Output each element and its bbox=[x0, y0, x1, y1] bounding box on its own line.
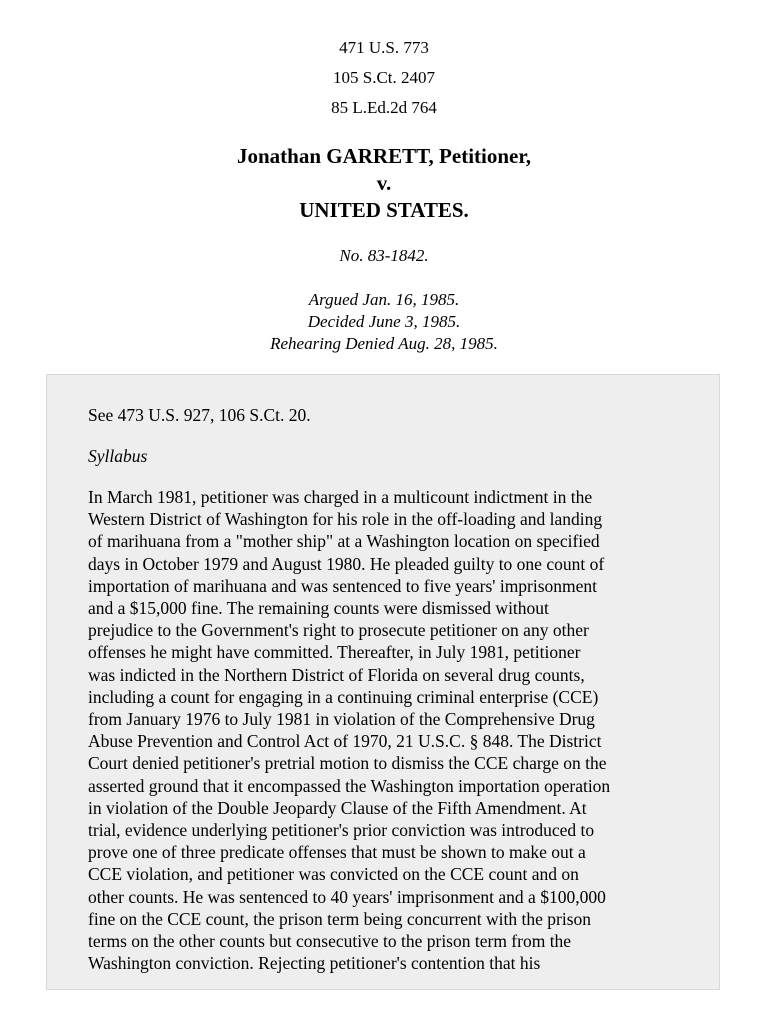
syllabus-line: of marihuana from a "mother ship" at a Washington location on specified bbox=[88, 531, 600, 552]
citation-led: 85 L.Ed.2d 764 bbox=[331, 98, 437, 117]
syllabus-line: and a $15,000 fine. The remaining counts were dismissed without bbox=[88, 598, 549, 619]
docket-number: No. 83-1842. bbox=[339, 246, 429, 265]
argued-date: Argued Jan. 16, 1985. bbox=[308, 290, 460, 309]
decided-date: Decided June 3, 1985. bbox=[307, 312, 461, 331]
syllabus-panel bbox=[46, 374, 720, 990]
syllabus-line: terms on the other counts but consecutive to the prison term from the bbox=[88, 931, 572, 952]
syllabus-line: from January 1976 to July 1981 in violation of the Comprehensive Drug bbox=[88, 709, 595, 730]
syllabus-line: In March 1981, petitioner was charged in a multicount indictment in the bbox=[88, 487, 593, 507]
citation-us: 471 U.S. 773 bbox=[339, 38, 429, 57]
syllabus-line: including a count for engaging in a continuing criminal enterprise (CCE) bbox=[88, 686, 599, 707]
syllabus-line: importation of marihuana and was sentenced to five years' imprisonment bbox=[88, 575, 598, 596]
syllabus-line: asserted ground that it encompassed the Washington importation operation bbox=[88, 775, 611, 796]
case-dates bbox=[0, 289, 768, 355]
syllabus-line: fine on the CCE count, the prison term being concurrent with the prison bbox=[88, 908, 592, 929]
syllabus-line: Western District of Washington for his role in the off-loading and landing bbox=[88, 509, 603, 530]
syllabus-line: prove one of three predicate offenses that must be shown to make out a bbox=[88, 842, 586, 863]
see-also-citation: See 473 U.S. 927, 106 S.Ct. 20. bbox=[88, 405, 311, 425]
case-caption bbox=[0, 143, 768, 224]
citations bbox=[0, 33, 768, 123]
syllabus-line: offenses he might have committed. Thereafter, in July 1981, petitioner bbox=[88, 642, 581, 663]
syllabus-line: days in October 1979 and August 1980. He pleaded guilty to one count of bbox=[88, 553, 605, 574]
syllabus-line: other counts. He was sentenced to 40 years' imprisonment and a $100,000 bbox=[88, 886, 606, 907]
syllabus-line: trial, evidence underlying petitioner's prior conviction was introduced to bbox=[88, 820, 595, 841]
syllabus-text bbox=[88, 486, 688, 974]
petitioner-name: Jonathan GARRETT, Petitioner, bbox=[236, 144, 532, 168]
syllabus-line: Washington conviction. Rejecting petitioner's contention that his bbox=[88, 953, 541, 974]
versus: v. bbox=[376, 171, 392, 195]
syllabus-line: CCE violation, and petitioner was convicted on the CCE count and on bbox=[88, 864, 579, 885]
syllabus-heading: Syllabus bbox=[88, 446, 148, 466]
respondent-name: UNITED STATES. bbox=[299, 198, 469, 222]
syllabus-line: was indicted in the Northern District of Florida on several drug counts, bbox=[88, 664, 585, 685]
syllabus-line: Abuse Prevention and Control Act of 1970, 21 U.S.C. § 848. The District bbox=[88, 731, 602, 752]
syllabus-line: Court denied petitioner's pretrial motion to dismiss the CCE charge on the bbox=[88, 753, 607, 774]
citation-sct: 105 S.Ct. 2407 bbox=[332, 68, 436, 87]
syllabus-line: in violation of the Double Jeopardy Clause of the Fifth Amendment. At bbox=[88, 797, 587, 818]
syllabus-line: prejudice to the Government's right to prosecute petitioner on any other bbox=[88, 620, 589, 641]
rehearing-date: Rehearing Denied Aug. 28, 1985. bbox=[270, 334, 498, 353]
